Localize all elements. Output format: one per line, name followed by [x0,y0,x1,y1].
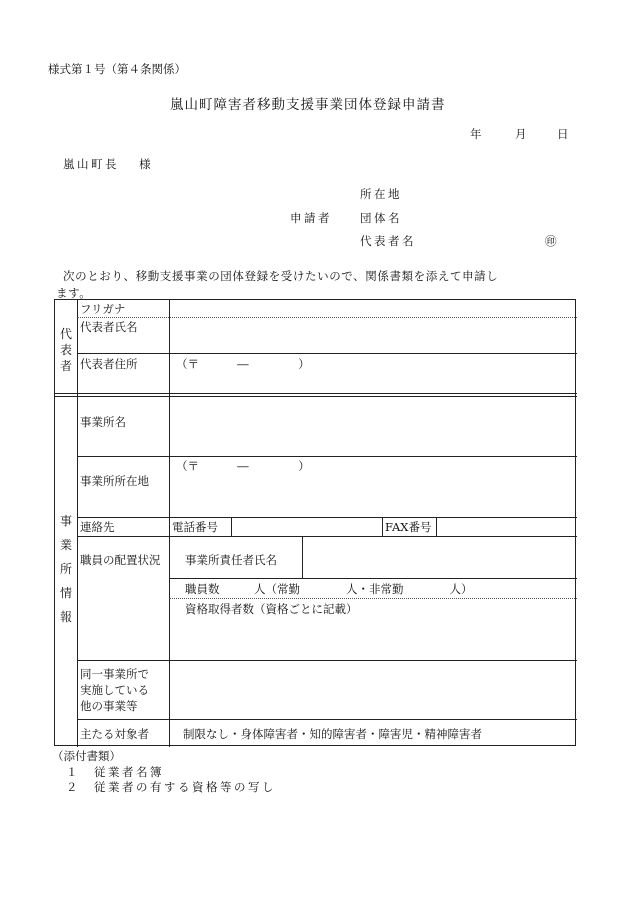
attachment-item-2: ２ 従業者の有する資格等の写し [66,780,276,794]
divider [382,517,383,536]
target-label: 主たる対象者 [80,727,149,741]
applicant-label: 申請者 [290,211,332,225]
form-number: 様式第１号（第４条関係） [48,62,186,76]
intro-line-1: 次のとおり、移動支援事業の団体登録を受けたいので、関係書類を添えて申請し [63,269,499,283]
side-char: 者 [59,359,72,373]
other-business-label-2: 実施している [80,683,149,697]
office-address-label: 事業所所在地 [80,474,149,488]
row-line [77,456,577,457]
side-char: 所 [59,562,72,576]
rep-name-label: 代表者氏名 [80,320,138,334]
fax-label: FAX番号 [385,520,432,534]
row-line [77,719,577,720]
section-line-1 [55,393,577,394]
row-line [77,536,577,537]
section-line-2 [55,396,577,397]
side-char: 表 [59,343,72,357]
divider [231,517,232,536]
office-name-label: 事業所名 [80,415,126,429]
date-month-label: 月 [515,127,527,141]
qualified-count: 資格取得者数（資格ごとに記載） [185,602,358,616]
side-char: 報 [59,610,72,624]
staff-count: 職員数 人（常勤 人・非常勤 人） [185,582,473,596]
date-year-label: 年 [470,127,482,141]
side-char: 事 [59,514,72,528]
row-line [169,578,577,579]
furigana-dotted-line [77,317,577,318]
applicant-group-label: 団体名 [360,211,402,225]
side-char: 情 [59,586,72,600]
staffing-label: 職員の配置状況 [80,553,161,567]
attachment-item-1: １ 従業者名簿 [66,765,164,779]
addressee: 嵐山町長 様 [63,157,154,171]
applicant-representative-label: 代表者名 [360,234,416,248]
divider [436,517,437,536]
side-char: 代 [59,327,72,341]
office-postal: （〒 ― ） [176,459,310,473]
applicant-address-label: 所在地 [360,187,402,201]
row-line [77,353,577,354]
other-business-label-3: 他の事業等 [80,699,138,713]
divider [302,536,303,578]
other-business-label-1: 同一事業所で [80,667,149,681]
divider-label [169,300,170,747]
intro-line-2: ます。 [56,286,92,300]
row-line [77,660,577,661]
divider-side [77,300,78,747]
phone-label: 電話番号 [172,520,218,534]
furigana-label: フリガナ [80,302,126,316]
rep-postal: （〒 ― ） [176,357,310,371]
rep-address-label: 代表者住所 [80,357,138,371]
target-options: 制限なし・身体障害者・知的障害者・障害児・精神障害者 [183,727,482,741]
side-char: 業 [59,538,72,552]
date-day-label: 日 [557,127,569,141]
contact-label: 連絡先 [80,520,115,534]
page-title: 嵐山町障害者移動支援事業団体登録申請書 [170,97,446,113]
manager-name-label: 事業所責任者氏名 [185,553,277,567]
registration-table [54,299,576,746]
seal-mark: ㊞ [545,234,557,248]
attachments-heading: （添付書類） [52,749,121,763]
row-line [77,517,577,518]
staff-dotted-line [169,598,577,599]
